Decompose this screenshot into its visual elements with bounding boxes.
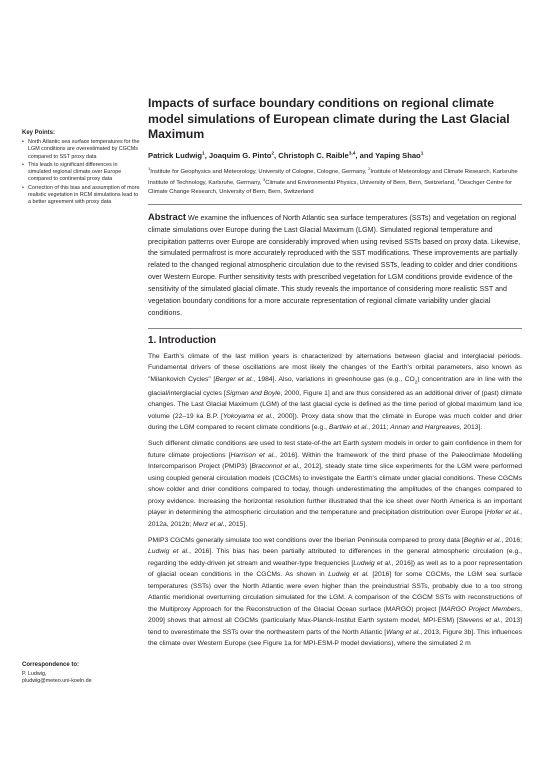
citation-author: Bartlein et al. xyxy=(328,423,369,431)
author-separator: , xyxy=(274,150,279,160)
citation-author: Yokoyama et al. xyxy=(222,412,273,420)
paragraph-text: The Earth's climate of the last million years is characterized by alternations between glacial and interglacial periods. Fundamental drivers of these oscillations are most likely the changes of the Earth's orbital parameters, also known as "Milankovich Cycles" [ xyxy=(148,352,522,383)
paragraph-text: , 2016]. Within the framework of the third phase of the Paleoclimate Modelling Intercomparison Project (PMIP3) [ xyxy=(148,451,522,471)
paragraph-text: , 2009] shows that almost all CGCMs (particularly Max-Planck-Institut Earth system model, MPI-ESM) [ xyxy=(148,605,523,625)
subscript: 2 xyxy=(414,379,418,385)
affiliations xyxy=(148,165,522,197)
divider xyxy=(148,328,522,329)
citation-author: Berger et al. xyxy=(215,375,254,383)
author-separator: , xyxy=(204,150,209,160)
paragraph-text: PMIP3 CGCMs generally simulate too wet conditions over the Iberian Peninsula compared to proxy data [ xyxy=(148,537,464,545)
author-separator: , and xyxy=(355,150,376,160)
paragraph-text: , 2013]. xyxy=(459,423,483,431)
citation-author: Merz et al. xyxy=(193,520,225,528)
affiliation-text: Institute for Geophysics and Meteorology, University of Cologne, Cologne, Germany, xyxy=(150,168,369,175)
abstract-text: We examine the influences of North Atlantic sea surface temperatures (SSTs) and vegetation on regional climate simulations over Europe during the Last Glacial Maximum (LGM). Simulated regional temperature and precipitation patterns over Europe are considerably improved when using revised SSTs based on proxy data. Likewise, the simulated permafrost is more accurately reproduced with the SST modifications. These improvements are partially related to the changed regional atmospheric circulation due to the revised SSTs, leading to colder and drier conditions over Western Europe. Further sensitivity tests with prescribed vegetation for LGM conditions provide evidence of the sensitivity of the simulated glacial climate. This study reveals the importance of considering more realistic SST and vegetation boundary conditions for a more accurate representation of regional climate variability under glacial conditions. xyxy=(148,213,521,317)
citation-author: Harrison et al. xyxy=(230,451,276,459)
key-point-item: • Correction of this bias and assumption of more realistic vegetation in RCM simulations lead to a better agreement with proxy data xyxy=(22,185,140,207)
author-affiliation-marker: 1 xyxy=(420,150,424,156)
paragraph-text: , 2012a, 2012b; xyxy=(148,509,523,528)
article-title: Impacts of surface boundary conditions on regional climate model simulations of European climate during the Last Glacial Maximum xyxy=(148,96,510,141)
citation-author: Ludwig et al. xyxy=(328,571,369,579)
abstract-label: Abstract xyxy=(148,210,187,222)
affiliation-text: Oeschger Centre for Climate Change Research, University of Bern, Bern, Switzerland xyxy=(148,180,513,195)
key-points-list xyxy=(22,139,140,207)
paragraph-text: , 1984]. Also, variations in greenhouse gas (e.g., CO xyxy=(253,375,415,383)
paragraph-text: , 2013, Figure 3b]. This influences the climate over Western Europe (see Figure 1a for MPI-ESM-P model deviations), where the simulated 2 m xyxy=(148,628,522,648)
author-name: Yaping Shao xyxy=(375,150,421,160)
citation-author: Ludwig et al. xyxy=(148,548,190,556)
paragraph-text: , 2013] tend to overestimate the SSTs over the northeastern parts of the North Atlantic [ xyxy=(148,617,522,636)
citation-author: MARGO Project Members xyxy=(440,605,521,613)
divider xyxy=(148,204,522,205)
key-points-heading: Key Points: xyxy=(22,130,56,136)
section-heading: 1. Introduction xyxy=(148,334,217,346)
affiliation-marker: 2 xyxy=(368,165,371,171)
citation-author: Sigman and Boyle xyxy=(225,389,281,397)
correspondence-email[interactable]: pludwig@meteo.uni-koeln.de xyxy=(22,678,92,685)
paragraph-text: Such different climatic conditions are used to test state-of-the art Earth system models in order to gain confidence in them for future climate projections [ xyxy=(148,440,522,459)
correspondence-heading: Correspondence to: xyxy=(22,662,80,668)
paragraph-text: , 2016]) as well as to a poor representation of glacial ocean conditions in the CGCMs. As shown in xyxy=(148,559,523,579)
citation-author: Ludwig et al. xyxy=(353,559,392,567)
citation-author: Stevens et al. xyxy=(458,617,501,625)
abstract xyxy=(148,211,522,320)
citation-author: Hofer et al. xyxy=(486,509,521,517)
affiliation-text: Climate and Environmental Physics, University of Bern, Bern, Switzerland, xyxy=(265,180,458,187)
author-list xyxy=(148,151,522,160)
citation-author: Annan and Hargreaves xyxy=(390,423,460,431)
author-name: Christoph C. Raible xyxy=(278,150,349,160)
citation-author: Wang et al. xyxy=(386,628,421,636)
paragraph xyxy=(148,535,522,650)
paragraph-text: ) concentration are in line with the glacial/interglacial cycles [ xyxy=(148,375,522,397)
citation-author: Braconnot et al. xyxy=(251,463,300,471)
correspondence-name: P. Ludwig, xyxy=(22,671,47,677)
article-body xyxy=(148,96,522,655)
introduction-text xyxy=(148,351,522,650)
key-points-panel xyxy=(22,130,140,208)
paragraph xyxy=(148,351,522,434)
paragraph-text: , 2016]. This bias has been partially attributed to differences in the general atmospheric circulation (e.g., regarding the eddy-driven jet stream and weather-type frequencies [ xyxy=(148,548,522,567)
affiliation-text: Institute of Meteorology and Climate Research, Karlsruhe Institute of Technology, Karlsruhe, Germany, xyxy=(148,168,518,187)
paragraph-text: , 2012], steady state time slice experiments for the LGM were performed using coupled general circulation models (CGCMs) to investigate the Earth's climate under glacial conditions. These CGCMs show colder and drier conditions compared to today, though underestimating the amplitudes of the changes compared to proxy evidence. Increasing the horizontal resolution further illustrated that the ice sheet over North America is an important player in determining the atmospheric circulation and the temperature and precipitation distribution over Europe [ xyxy=(148,463,522,517)
citation-author: Beghin et al. xyxy=(463,537,502,545)
author-affiliation-marker: 1 xyxy=(202,150,205,156)
correspondence-panel xyxy=(22,662,140,686)
affiliation-marker: 4 xyxy=(457,177,460,183)
paragraph-text: , 2000, Figure 1] and are thus considered as an additional driver of (past) climate changes. The Last Glacial Maximum (LGM) of the last glacial cycle is defined as the time period of global maximum land ice volume (22–19 ka B.P. [ xyxy=(148,389,522,420)
paragraph-text: , 2011; xyxy=(368,423,391,431)
paragraph-text: , 2016; xyxy=(501,537,522,545)
author-name: Joaquim G. Pinto xyxy=(208,150,272,160)
key-point-item: • North Atlantic sea surface temperatures for the LGM conditions are overestimated by CGCMs compared to SST proxy data xyxy=(22,139,140,161)
paragraph xyxy=(148,438,522,530)
author-affiliation-marker: 2 xyxy=(271,150,275,156)
paragraph-text: [2016] for some CGCMs, the LGM sea surface temperatures (SSTs) over the North Atlantic were even higher than the preindustrial SSTs, probably due to a too strong Atlantic meridional overturning circulation simulated for the LGM. A comparison of the CGCM SSTs with reconstructions of the Multiproxy Approach for the Reconstruction of the Glacial Ocean surface (MARGO) project [ xyxy=(148,571,522,613)
key-point-item: • This leads to significant differences in simulated regional climate over Europe compared to continental proxy data xyxy=(22,162,140,184)
author-name: Patrick Ludwig xyxy=(148,150,203,160)
affiliation-marker: 3 xyxy=(263,177,266,183)
author-affiliation-marker: 3,4 xyxy=(348,150,356,156)
paragraph-text: , 2015]. xyxy=(224,520,248,528)
paragraph-text: , 2000]). Proxy data show that the climate in Europe was much colder and drier during the LGM compared to recent climate conditions [e.g., xyxy=(148,412,523,431)
affiliation-marker: 1 xyxy=(148,165,151,171)
